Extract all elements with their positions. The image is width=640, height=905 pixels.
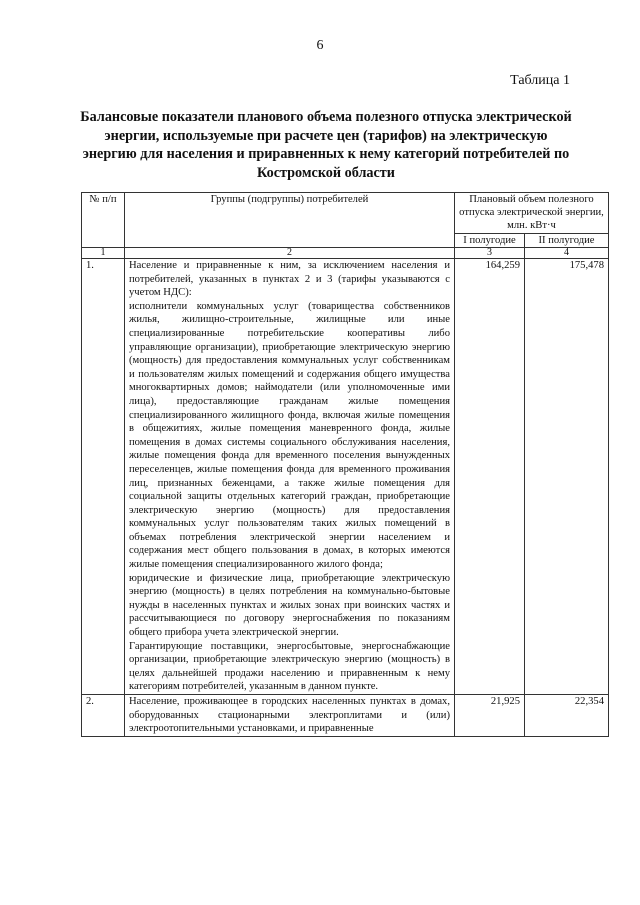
group-paragraph: Население и приравненные к ним, за исключением населения и потребителей, указанных в пунктах 2 и 3 (тарифы указываются с учетом НДС): [129, 260, 450, 299]
page-number: 6 [316, 38, 324, 53]
column-number: 4 [525, 248, 609, 259]
volume-half-2: 22,354 [525, 695, 609, 737]
header-groups: Группы (подгруппы) потребителей [125, 193, 455, 248]
group-paragraph: исполнители коммунальных услуг (товарищества собственников жилья, жилищно-строительные, жилищные или иные специализированные потребительские кооперативы либо управляющие организации), приобретающие электрическую энергию (мощность) для предоставления коммунальных услуг собственникам и пользователям жилых помещений и содержания общего имущества многоквартирных домов; наймодатели (или уполномоченные ими лица), предоставляющие гражданам жилые помещения специализированного жилищного фонда, включая жилые помещения в общежитиях, жилые помещения маневренного фонда, жилые помещения в домах системы социального обслуживания населения, жилые помещения фонда для временного поселения вынужденных переселенцев, жилые помещения фонда для временного проживания лиц, признанных беженцами, а также жилые помещения для социальной защиты отдельных категорий граждан, приобретающие электрическую энергию (мощность) для предоставления коммунальных услуг пользователям таких жилых помещений в объемах потребления электрической энергии населением и содержания мест общего пользования в домах, в которых имеются жилые помещения специализированного жилого фонда; [129, 300, 450, 571]
column-number: 1 [82, 248, 125, 259]
volume-half-2: 175,478 [525, 259, 609, 695]
volume-half-1: 21,925 [455, 695, 525, 737]
table-label: Таблица 1 [510, 73, 570, 88]
column-number: 2 [125, 248, 455, 259]
row-number: 2. [82, 695, 125, 737]
table-row [82, 695, 609, 737]
header-half-2: II полугодие [525, 234, 609, 248]
document-title: Балансовые показатели планового объема полезного отпуска электрической энергии, используемые при расчете цен (тарифов) на электрическую энергию для населения и приравненных к нему категорий потребителей по Костромской области [80, 109, 572, 181]
group-description [125, 259, 455, 695]
row-number: 1. [82, 259, 125, 695]
column-number: 3 [455, 248, 525, 259]
group-paragraph: юридические и физические лица, приобретающие электрическую энергию (мощность) в целях потребления на коммунально-бытовые нужды в населенных пунктах и жилых зонах при воинских частях и рассчитывающиеся по договору энергоснабжения по показаниям общего прибора учета электрической энергии. [129, 572, 450, 639]
group-paragraph: Гарантирующие поставщики, энергосбытовые, энергоснабжающие организации, приобретающие электрическую энергию (мощность) в целях дальнейшей продажи населению и приравненным к нему категориям потребителей, указанным в данном пункте. [129, 640, 450, 693]
table-row [82, 259, 609, 695]
header-half-1: I полугодие [455, 234, 525, 248]
volume-half-1: 164,259 [455, 259, 525, 695]
group-description [125, 695, 455, 737]
header-volume: Плановый объем полезного отпуска электрической энергии, млн. кВт·ч [455, 193, 609, 234]
header-num: № п/п [82, 193, 125, 248]
balance-table [81, 192, 609, 737]
group-paragraph: Население, проживающее в городских населенных пунктах в домах, оборудованных стационарными электроплитами и (или) электроотопительными установками, и приравненные [129, 696, 450, 735]
